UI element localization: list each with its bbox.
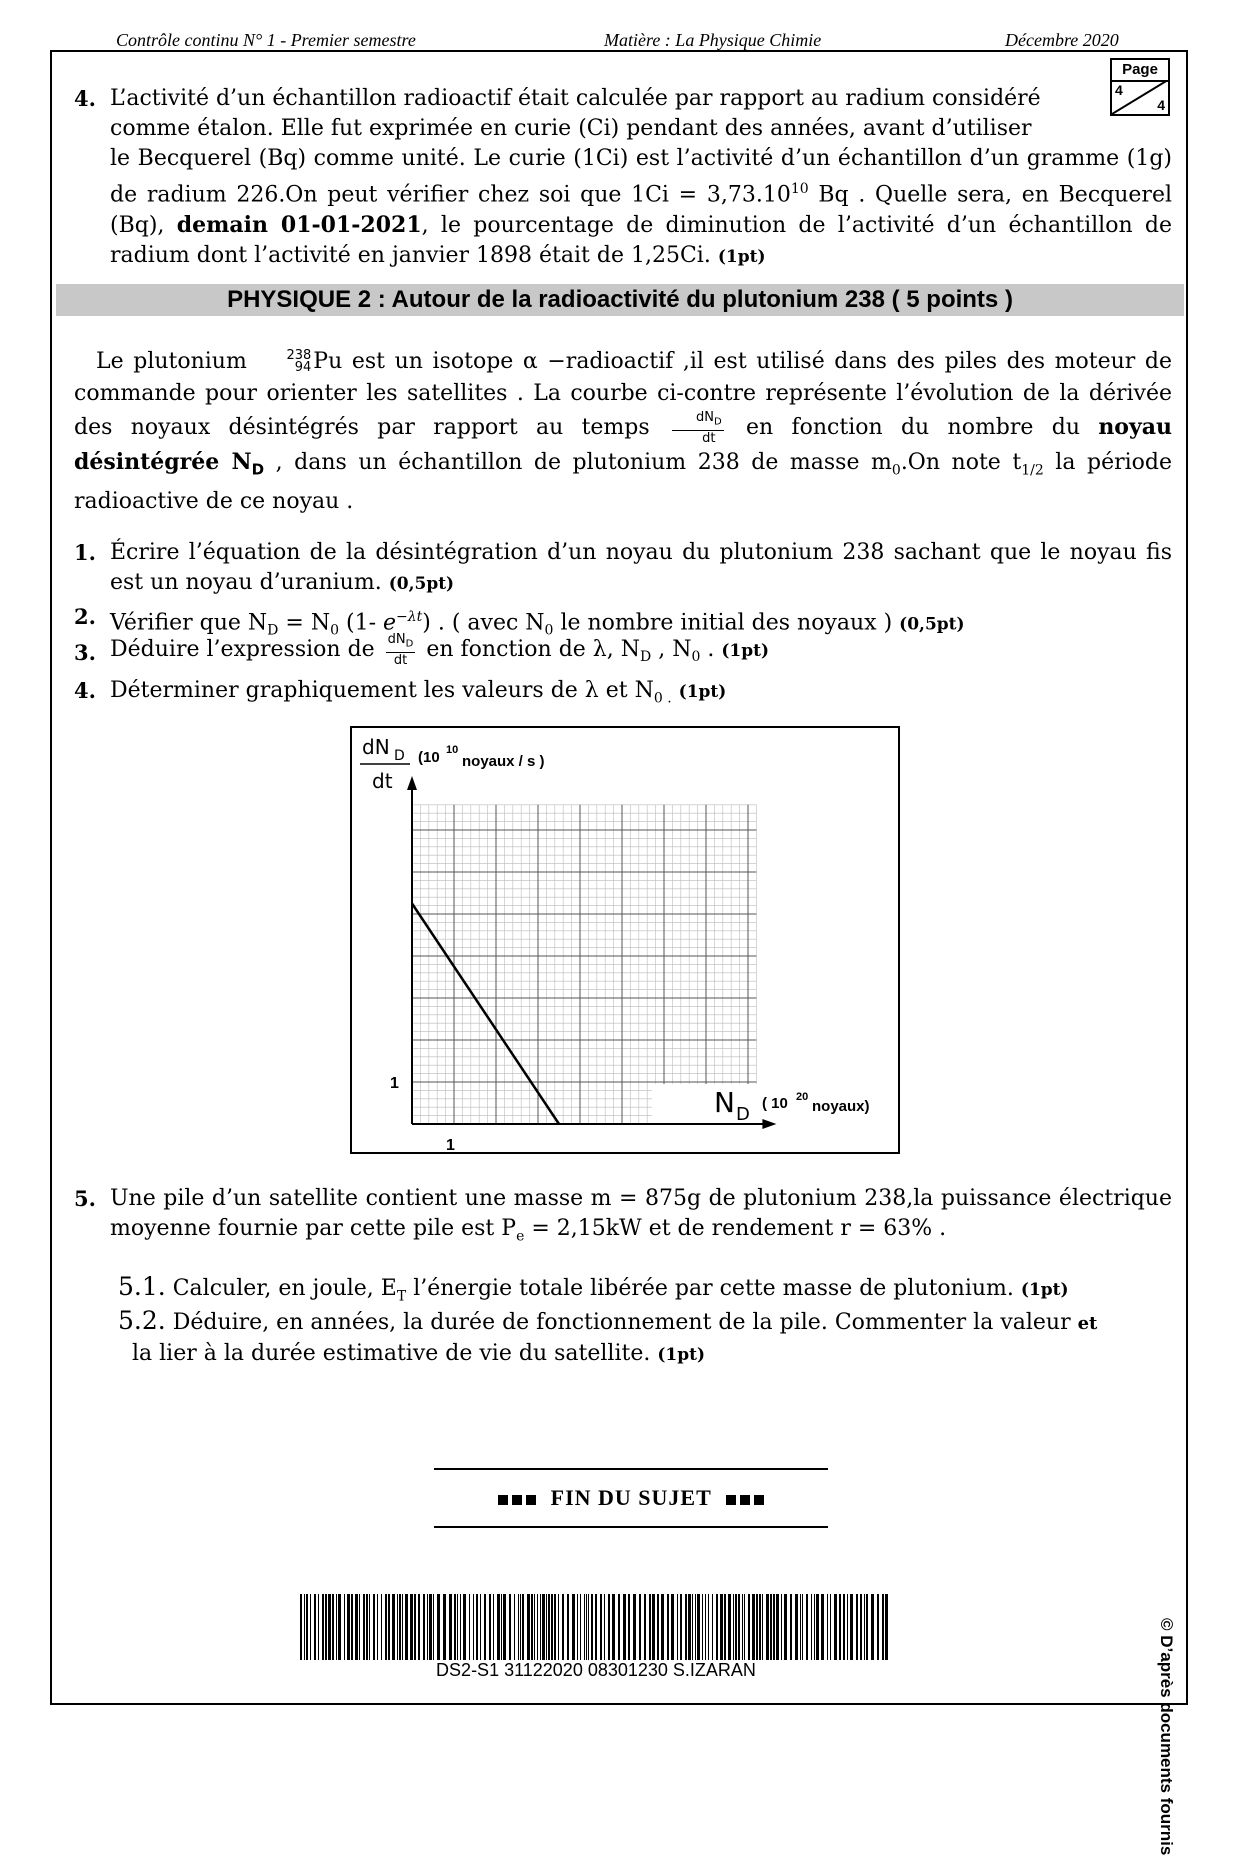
- barcode-bar: [639, 1594, 641, 1660]
- barcode-bar: [716, 1594, 718, 1660]
- q4-text: Déterminer graphiquement les valeurs de λ et $N_{0 .}$ (1pt): [110, 678, 727, 707]
- barcode-bar: [567, 1594, 569, 1660]
- barcode-bar: [310, 1594, 311, 1660]
- barcode-bar: [591, 1594, 593, 1660]
- barcode-bar: [671, 1594, 674, 1660]
- barcode-bar: [300, 1594, 302, 1660]
- barcode-bar: [695, 1594, 696, 1660]
- barcode-bar: [480, 1594, 481, 1660]
- derivative-fraction: $\frac{dN_D}{dt}$: [672, 410, 724, 446]
- barcode-bar: [688, 1594, 691, 1660]
- q1-number: 1.: [74, 540, 96, 565]
- xlabel-main: N: [714, 1086, 735, 1119]
- barcode-bar: [728, 1594, 731, 1660]
- barcode-bar: [381, 1594, 382, 1660]
- ylabel-unit: (10: [418, 749, 440, 766]
- barcode-bar: [577, 1594, 578, 1660]
- barcode-bar: [821, 1594, 824, 1660]
- barcode-bar: [377, 1594, 378, 1660]
- barcode-bar: [811, 1594, 812, 1660]
- barcode-bar: [427, 1594, 428, 1660]
- barcode-bar: [359, 1594, 360, 1660]
- barcode-bar: [584, 1594, 585, 1660]
- barcode-bar: [344, 1594, 345, 1660]
- q1-text: Écrire l’équation de la désintégration d’un noyau du plutonium 238 sachant que le noyau fis est un noyau d’uranium. (0,5pt): [110, 540, 1172, 595]
- q5-number: 5.: [74, 1186, 96, 1211]
- barcode-bar: [493, 1594, 494, 1660]
- barcode-bar: [712, 1594, 713, 1660]
- barcode-bar: [795, 1594, 798, 1660]
- barcode-bar: [604, 1594, 605, 1660]
- barcode-bar: [702, 1594, 703, 1660]
- barcode-bar: [554, 1594, 556, 1660]
- barcode-bar: [332, 1594, 334, 1660]
- section-title: PHYSIQUE 2 : Autour de la radioactivité du plutonium 238 ( 5 points ): [56, 284, 1184, 316]
- barcode-bar: [816, 1594, 819, 1660]
- barcode-bar: [600, 1594, 602, 1660]
- x-tick-label: 1: [446, 1137, 455, 1152]
- page-total: 4: [1157, 97, 1165, 113]
- ylabel-denominator: dt: [372, 769, 393, 793]
- barcode-bar: [449, 1594, 452, 1660]
- barcode-bar: [410, 1594, 413, 1660]
- barcode-bar: [551, 1594, 553, 1660]
- barcode-bar: [724, 1594, 726, 1660]
- plutonium-nuclide: 238 94: [286, 348, 312, 375]
- barcode-bar: [392, 1594, 395, 1660]
- barcode-bar: [437, 1594, 440, 1660]
- page-indicator: [1110, 58, 1170, 116]
- barcode-bar: [572, 1594, 575, 1660]
- barcode-bar: [756, 1594, 758, 1660]
- barcode-bar: [542, 1594, 545, 1660]
- barcode-bar: [460, 1594, 461, 1660]
- barcode-bar: [325, 1594, 327, 1660]
- barcode-bar: [548, 1594, 550, 1660]
- barcode-bar: [405, 1594, 408, 1660]
- barcode-bar: [476, 1594, 478, 1660]
- barcode-bar: [677, 1594, 678, 1660]
- barcode-bar: [347, 1594, 350, 1660]
- barcode-bar: [612, 1594, 615, 1660]
- barcode-bar: [885, 1594, 888, 1660]
- barcode-bar: [473, 1594, 474, 1660]
- header-left: Contrôle continu N° 1 - Premier semestre: [116, 30, 416, 50]
- barcode-bar: [328, 1594, 331, 1660]
- xlabel-unit-rest: noyaux): [812, 1098, 870, 1115]
- fin-bottom-line: [434, 1526, 828, 1528]
- barcode-bar: [534, 1594, 535, 1660]
- barcode-bar: [489, 1594, 491, 1660]
- barcode-bar: [520, 1594, 521, 1660]
- intro-paragraph: Le plutonium 238 94 Pu est un isotope α −radioactif ,il est utilisé dans des piles des moteur de commande pour orienter les satellites . La courbe ci-contre représente l’évolution de la dérivée des noyaux désintégrés par rapport au temps $\frac{dN_D}{dt}$ en fonction du nombre du noyau désintégrée $N_D$ , dans un échantillon de plutonium 238 de masse $m_0.On$ note $t_{1/2}$ la période radioactive de ce noyau .: [74, 348, 1173, 514]
- barcode-bar: [652, 1594, 655, 1660]
- barcode-bar: [457, 1594, 458, 1660]
- barcode-bar: [790, 1594, 792, 1660]
- barcode-bar: [501, 1594, 502, 1660]
- barcode-bar: [580, 1594, 581, 1660]
- barcode-bar: [463, 1594, 466, 1660]
- barcode-bar: [595, 1594, 597, 1660]
- barcode-bar: [649, 1594, 651, 1660]
- barcode-bar: [692, 1594, 693, 1660]
- barcode-bar: [399, 1594, 401, 1660]
- q5-2-text: 5.2. Déduire, en années, la durée de fonctionnement de la pile. Commenter la valeur et la lier à la durée estimative de vie du satellite. (1pt): [118, 1306, 1098, 1366]
- q5-text: Une pile d’un satellite contient une masse m = 875g de plutonium 238,la puissance électrique moyenne fournie par cette pile est $P_e = 2,15kW$ et de rendement r = 63% .: [110, 1186, 1172, 1245]
- barcode-bar: [306, 1594, 308, 1660]
- q4-prev-points: (1pt): [717, 247, 766, 268]
- barcode-bar: [814, 1594, 815, 1660]
- barcode-bar: [877, 1594, 879, 1660]
- barcode-bar: [509, 1594, 511, 1660]
- barcode-bar: [527, 1594, 530, 1660]
- q2-number: 2.: [74, 604, 96, 629]
- ylabel-unit-exp: 10: [446, 744, 459, 756]
- barcode-bar: [827, 1594, 828, 1660]
- barcode-bar: [402, 1594, 403, 1660]
- side-copyright: © D’après documents fournis: [1157, 1618, 1176, 1855]
- barcode-bar: [318, 1594, 319, 1660]
- ylabel-unit-rest: noyaux / s ): [462, 753, 545, 770]
- barcode-bar: [839, 1594, 841, 1660]
- barcode-bar: [752, 1594, 755, 1660]
- barcode-bar: [433, 1594, 434, 1660]
- barcode-bar: [336, 1594, 337, 1660]
- barcode-bar: [304, 1594, 305, 1660]
- barcode-bar: [644, 1594, 646, 1660]
- fin-top-line: [434, 1468, 828, 1470]
- barcode-bar: [355, 1594, 358, 1660]
- q3-number: 3.: [74, 640, 96, 665]
- barcode-bar: [414, 1594, 416, 1660]
- barcode-bar: [518, 1594, 519, 1660]
- barcode-bar: [633, 1594, 636, 1660]
- chart-svg: [352, 728, 898, 1152]
- barcode-bar: [847, 1594, 848, 1660]
- barcode-bar: [759, 1594, 761, 1660]
- barcode-bar: [800, 1594, 801, 1660]
- barcode-bar: [657, 1594, 659, 1660]
- barcode-bar: [661, 1594, 664, 1660]
- barcode-bar: [708, 1594, 709, 1660]
- barcode-bar: [338, 1594, 341, 1660]
- q2-text: Vérifier que $N_D = N_0$ (1- $e^{-\lambda t}$) . ( avec $N_0$ le nombre initial des noyaux ) (0,5pt): [110, 609, 965, 639]
- barcode-bar: [522, 1594, 524, 1660]
- barcode-bar: [762, 1594, 763, 1660]
- barcode-bar: [588, 1594, 589, 1660]
- y-tick-label: 1: [390, 1075, 399, 1092]
- barcode-bar: [366, 1594, 368, 1660]
- barcode-bar: [834, 1594, 837, 1660]
- barcode-bar: [748, 1594, 750, 1660]
- barcode-bar: [802, 1594, 803, 1660]
- barcode-bar: [742, 1594, 743, 1660]
- q5-1-text: 5.1. Calculer, en joule, $E_T$ l’énergie totale libérée par cette masse de plutonium. (1pt): [118, 1272, 1069, 1305]
- q4-number: 4.: [74, 678, 96, 703]
- barcode-bar: [766, 1594, 769, 1660]
- barcode-bar: [540, 1594, 541, 1660]
- barcode-bar: [628, 1594, 630, 1660]
- barcode-bar: [531, 1594, 533, 1660]
- q4-prev-line1: L’activité d’un échantillon radioactif était calculée par rapport au radium considéré: [110, 86, 1041, 111]
- barcode-bar: [685, 1594, 687, 1660]
- q4-prev-text: le Becquerel (Bq) comme unité. Le curie (1Ci) est l’activité d’un échantillon d’un gramme (1g) de radium 226.On peut vérifier chez soi que $1Ci = 3,73.10^{10}$ Bq . Quelle sera, en Becquerel (Bq), demain 01-01-2021, le pourcentage de diminution de l’activité d’un échantillon de radium dont l’activité en janvier 1898 était de 1,25Ci. (1pt): [110, 146, 1173, 269]
- header-center: Matière : La Physique Chimie: [604, 30, 822, 50]
- barcode-bar: [843, 1594, 845, 1660]
- barcode-bar: [680, 1594, 682, 1660]
- xlabel-sub: D: [736, 1104, 750, 1125]
- barcode-bar: [537, 1594, 538, 1660]
- barcode-bar: [667, 1594, 669, 1660]
- barcode-bar: [871, 1594, 874, 1660]
- barcode-bar: [558, 1594, 559, 1660]
- barcode-bar: [864, 1594, 865, 1660]
- barcode-bar: [866, 1594, 868, 1660]
- barcode-bar: [882, 1594, 884, 1660]
- barcode-bar: [469, 1594, 470, 1660]
- barcode-bar: [514, 1594, 515, 1660]
- barcode-bar: [697, 1594, 700, 1660]
- barcode-text: DS2-S1 31122020 08301230 S.IZARAN: [436, 1660, 756, 1680]
- barcode-bar: [322, 1594, 324, 1660]
- barcode-bar: [443, 1594, 446, 1660]
- barcode-bar: [720, 1594, 723, 1660]
- chart-frame: [350, 726, 900, 1154]
- xlabel-unit-exp: 20: [796, 1091, 809, 1103]
- barcode-bar: [314, 1594, 316, 1660]
- q4-prev-number: 4.: [74, 86, 96, 111]
- barcode-bar: [784, 1594, 787, 1660]
- barcode-bar: [744, 1594, 745, 1660]
- barcode-bar: [623, 1594, 626, 1660]
- barcode-bar: [385, 1594, 387, 1660]
- barcode-bar: [484, 1594, 486, 1660]
- header-right: Décembre 2020: [1005, 30, 1119, 50]
- barcode-bar: [856, 1594, 858, 1660]
- barcode-bar: [770, 1594, 772, 1660]
- barcode-bar: [733, 1594, 734, 1660]
- barcode-bar: [562, 1594, 564, 1660]
- barcode-bar: [418, 1594, 420, 1660]
- end-of-subject: FIN DU SUJET: [434, 1485, 828, 1511]
- barcode-bar: [454, 1594, 456, 1660]
- barcode-bar: [850, 1594, 853, 1660]
- barcode-bar: [830, 1594, 831, 1660]
- q4-prev-line2: comme étalon. Elle fut exprimée en curie (Ci) pendant des années, avant d’utiliser: [110, 116, 1032, 141]
- barcode-bar: [860, 1594, 862, 1660]
- barcode-bar: [497, 1594, 500, 1660]
- barcode-bar: [776, 1594, 779, 1660]
- barcode-bar: [351, 1594, 353, 1660]
- q4-prev-date: demain 01-01-2021: [176, 212, 422, 239]
- ylabel-sub: D: [394, 748, 405, 764]
- barcode-bar: [773, 1594, 775, 1660]
- barcode-bar: [363, 1594, 365, 1660]
- barcode-bar: [735, 1594, 737, 1660]
- barcode-bar: [369, 1594, 370, 1660]
- xlabel-unit: ( 10: [762, 1095, 788, 1112]
- barcode-bar: [705, 1594, 706, 1660]
- barcode-bar: [429, 1594, 432, 1660]
- series-line: [412, 904, 559, 1125]
- q3-text: Déduire l’expression de $\frac{dN_D}{dt}$ en fonction de λ, $N_D$ , $N_0$ . (1pt): [110, 632, 770, 668]
- barcode-bar: [388, 1594, 390, 1660]
- barcode-bar: [586, 1594, 587, 1660]
- barcode-bar: [546, 1594, 547, 1660]
- page-label: Page: [1112, 60, 1168, 82]
- barcode: [296, 1594, 896, 1660]
- barcode-bar: [373, 1594, 375, 1660]
- ylabel-numerator: dN: [362, 735, 390, 759]
- barcode-bar: [608, 1594, 610, 1660]
- barcode-bar: [781, 1594, 782, 1660]
- q4-prev-exponent: 10: [790, 181, 809, 197]
- barcode-bar: [618, 1594, 620, 1660]
- barcode-bar: [738, 1594, 740, 1660]
- barcode-bar: [423, 1594, 425, 1660]
- page-current: 4: [1115, 82, 1123, 98]
- barcode-bar: [503, 1594, 506, 1660]
- barcode-bar: [806, 1594, 808, 1660]
- barcode-bar: [397, 1594, 398, 1660]
